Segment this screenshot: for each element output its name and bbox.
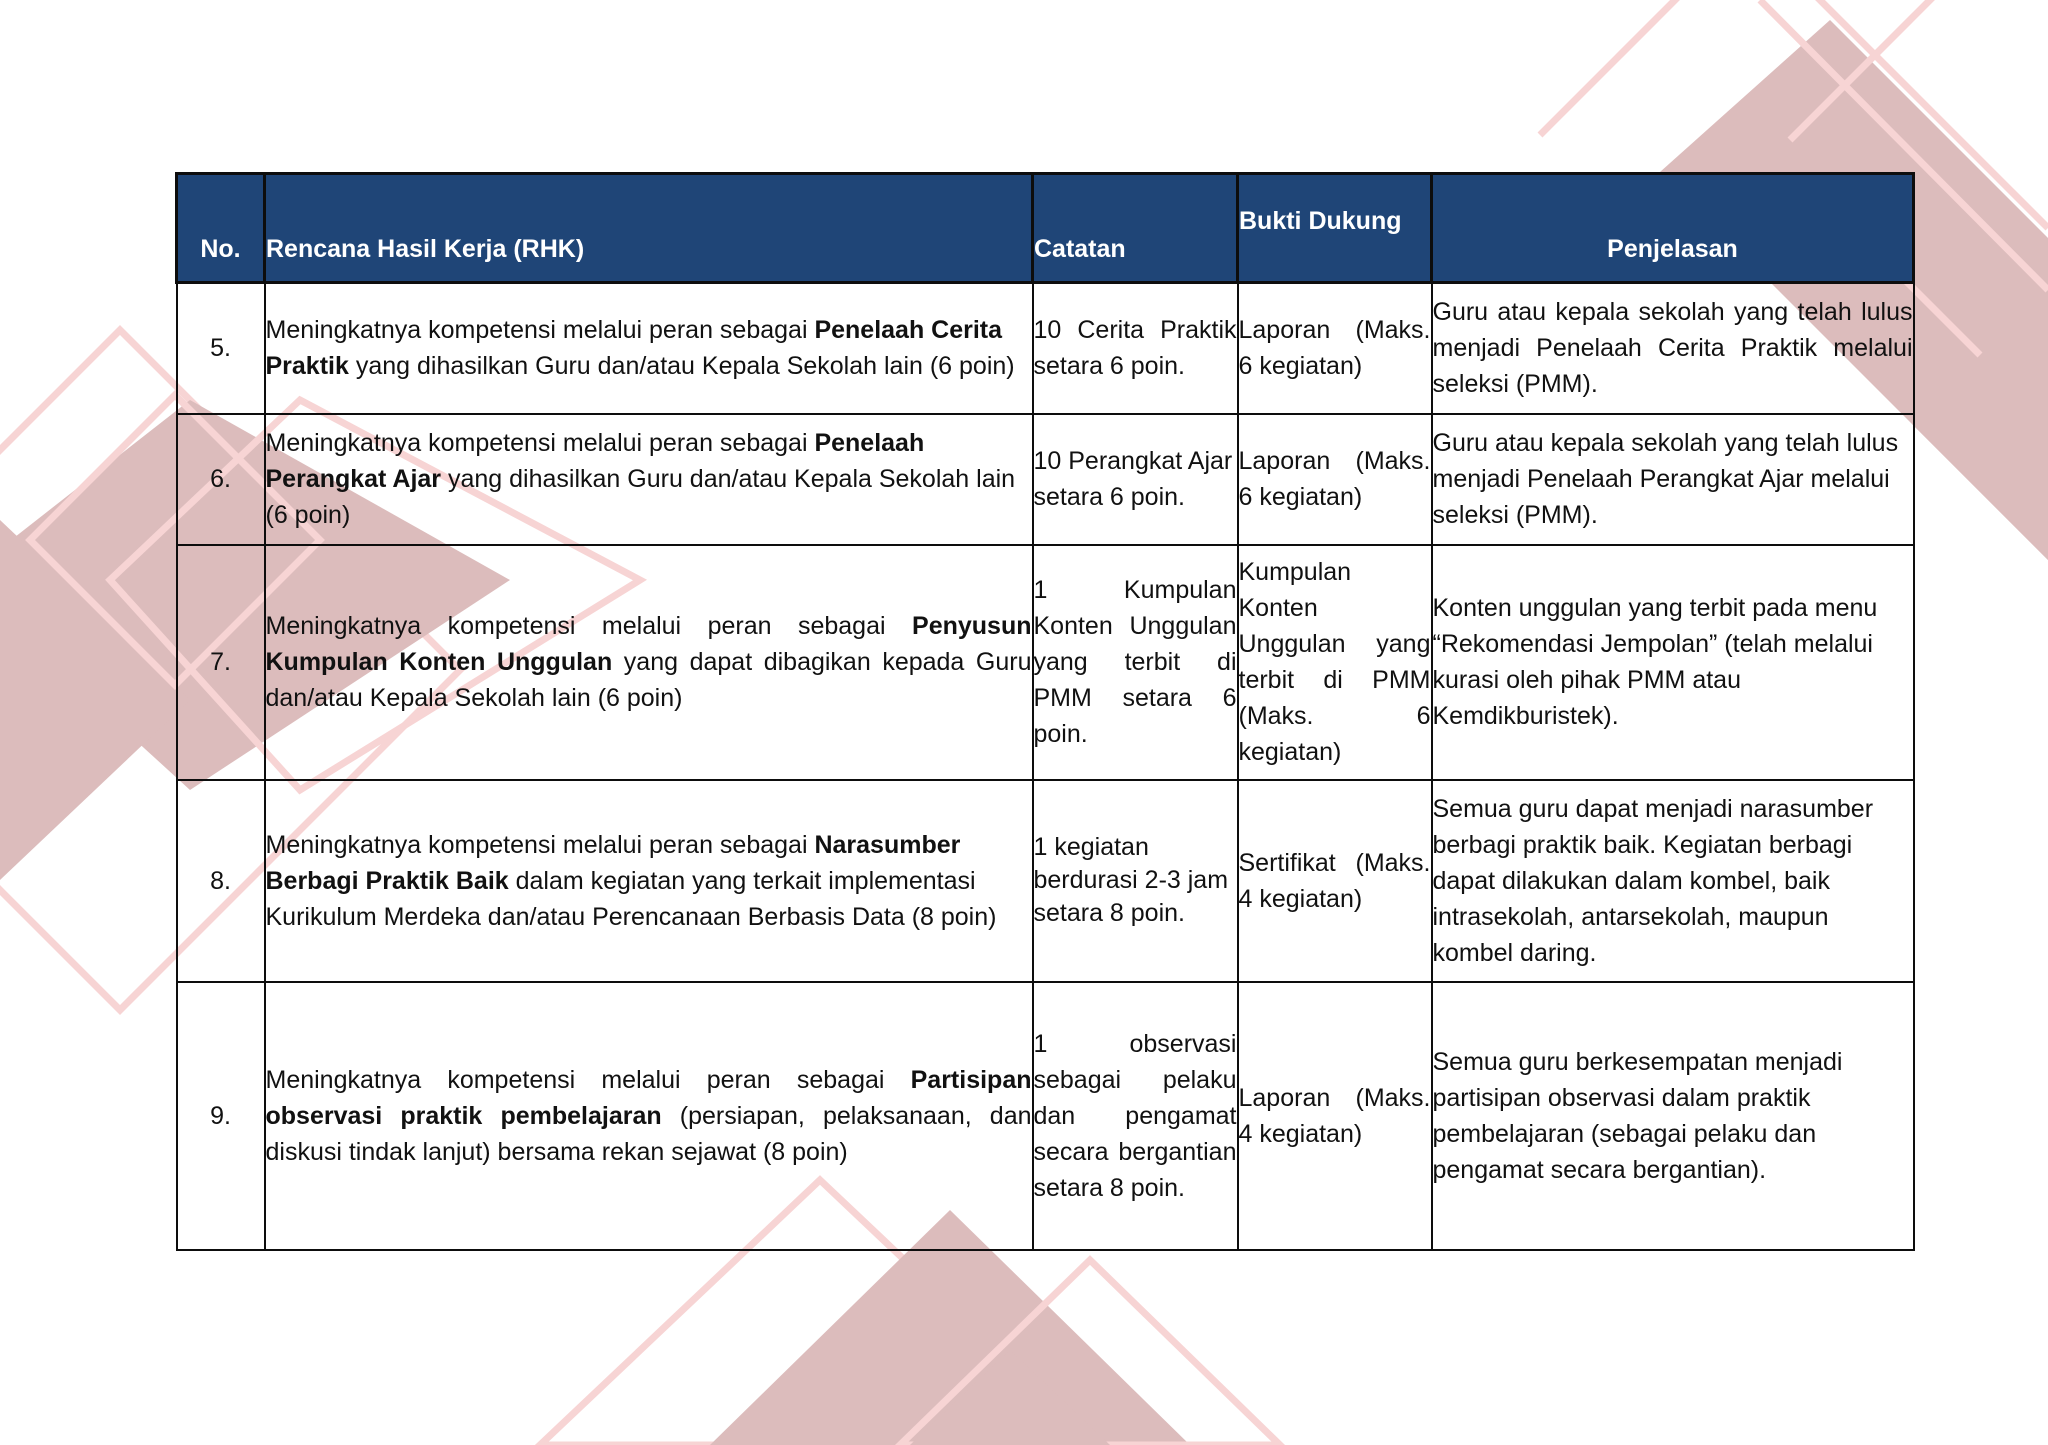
table-header-row: [177, 174, 1914, 283]
bukti-cell: Sertifikat (Maks. 4 kegiatan): [1238, 780, 1432, 982]
rhk-text: Meningkatnya kompetensi melalui peran sebagai: [265, 830, 815, 859]
table-row: [177, 982, 1914, 1250]
rhk-text: Meningkatnya kompetensi melalui peran sebagai: [265, 612, 913, 640]
table-row: [177, 283, 1914, 414]
table-row: [177, 414, 1914, 545]
rhk-cell: [265, 982, 1033, 1250]
decor-outline-top-right-2: [1540, 0, 1750, 135]
rhk-text: Meningkatnya kompetensi melalui peran sebagai: [265, 316, 815, 345]
catatan-cell: 1 Kumpulan Konten Unggulan yang terbit di PMM setara 6 poin.: [1033, 545, 1238, 780]
rhk-table: [175, 172, 1915, 1251]
rhk-text-tail: (persiapan, pelaksanaan, dan diskusi tindak lanjut) bersama rekan sejawat (8 poin): [265, 1101, 1032, 1166]
bukti-cell: Kumpulan Konten Unggulan yang terbit di PMM (Maks. 6 kegiatan): [1238, 545, 1432, 780]
rhk-role: Penelaah Perangkat Ajar: [265, 429, 925, 493]
rhk-role: Penelaah Cerita Praktik: [265, 316, 1003, 381]
row-number: 6.: [177, 414, 265, 545]
header-penjelasan: Penjelasan: [1432, 174, 1914, 283]
table-row: [177, 780, 1914, 982]
rhk-cell: [265, 283, 1033, 414]
penjelasan-cell: Semua guru berkesempatan menjadi partisipan observasi dalam praktik pembelajaran (sebagai pelaku dan pengamat secara bergantian).: [1432, 982, 1914, 1250]
penjelasan-cell: Guru atau kepala sekolah yang telah lulus menjadi Penelaah Perangkat Ajar melalui seleksi (PMM).: [1432, 414, 1914, 545]
rhk-cell: [265, 780, 1033, 982]
rhk-role: Narasumber Berbagi Praktik Baik: [265, 830, 961, 895]
catatan-cell: 1 kegiatan berdurasi 2-3 jam setara 8 poin.: [1033, 780, 1238, 982]
penjelasan-cell: Konten unggulan yang terbit pada menu “Rekomendasi Jempolan” (telah melalui kurasi oleh pihak PMM atau Kemdikburistek).: [1432, 545, 1914, 780]
row-number: 8.: [177, 780, 265, 982]
catatan-cell: 10 Cerita Praktik setara 6 poin.: [1033, 283, 1238, 414]
rhk-text-tail: yang dihasilkan Guru dan/atau Kepala Sekolah lain (6 poin): [348, 352, 1015, 381]
row-number: 7.: [177, 545, 265, 780]
header-bukti-dukung: Bukti Dukung: [1238, 174, 1432, 283]
rhk-text: Meningkatnya kompetensi melalui peran sebagai: [265, 1065, 911, 1094]
row-number: 5.: [177, 283, 265, 414]
bukti-cell: Laporan (Maks. 6 kegiatan): [1238, 414, 1432, 545]
rhk-role: Penyusun Kumpulan Konten Unggulan: [265, 612, 1032, 676]
row-number: 9.: [177, 982, 265, 1250]
bukti-cell: Laporan (Maks. 4 kegiatan): [1238, 982, 1432, 1250]
table-row: [177, 545, 1914, 780]
rhk-text: Meningkatnya kompetensi melalui peran sebagai: [265, 429, 815, 457]
rhk-text-tail: yang dihasilkan Guru dan/atau Kepala Sekolah lain (6 poin): [265, 465, 1016, 529]
rhk-text-tail: dalam kegiatan yang terkait implementasi Kurikulum Merdeka dan/atau Perencanaan Berbasis Data (8 poin): [265, 866, 997, 931]
header-rhk: Rencana Hasil Kerja (RHK): [265, 174, 1033, 283]
penjelasan-cell: Semua guru dapat menjadi narasumber berbagi praktik baik. Kegiatan berbagi dapat dilakukan dalam kombel, baik intrasekolah, antarsekolah, maupun kombel daring.: [1432, 780, 1914, 982]
header-no: No.: [177, 174, 265, 283]
bukti-cell: Laporan (Maks. 6 kegiatan): [1238, 283, 1432, 414]
rhk-role: Partisipan observasi praktik pembelajaran: [265, 1065, 1032, 1130]
rhk-cell: [265, 414, 1033, 545]
catatan-cell: 1 observasi sebagai pelaku dan pengamat secara bergantian setara 8 poin.: [1033, 982, 1238, 1250]
header-catatan: Catatan: [1033, 174, 1238, 283]
catatan-cell: 10 Perangkat Ajar setara 6 poin.: [1033, 414, 1238, 545]
rhk-text-tail: yang dapat dibagikan kepada Guru dan/atau Kepala Sekolah lain (6 poin): [265, 648, 1032, 712]
rhk-cell: [265, 545, 1033, 780]
penjelasan-cell: Guru atau kepala sekolah yang telah lulus menjadi Penelaah Cerita Praktik melalui seleksi (PMM).: [1432, 283, 1914, 414]
